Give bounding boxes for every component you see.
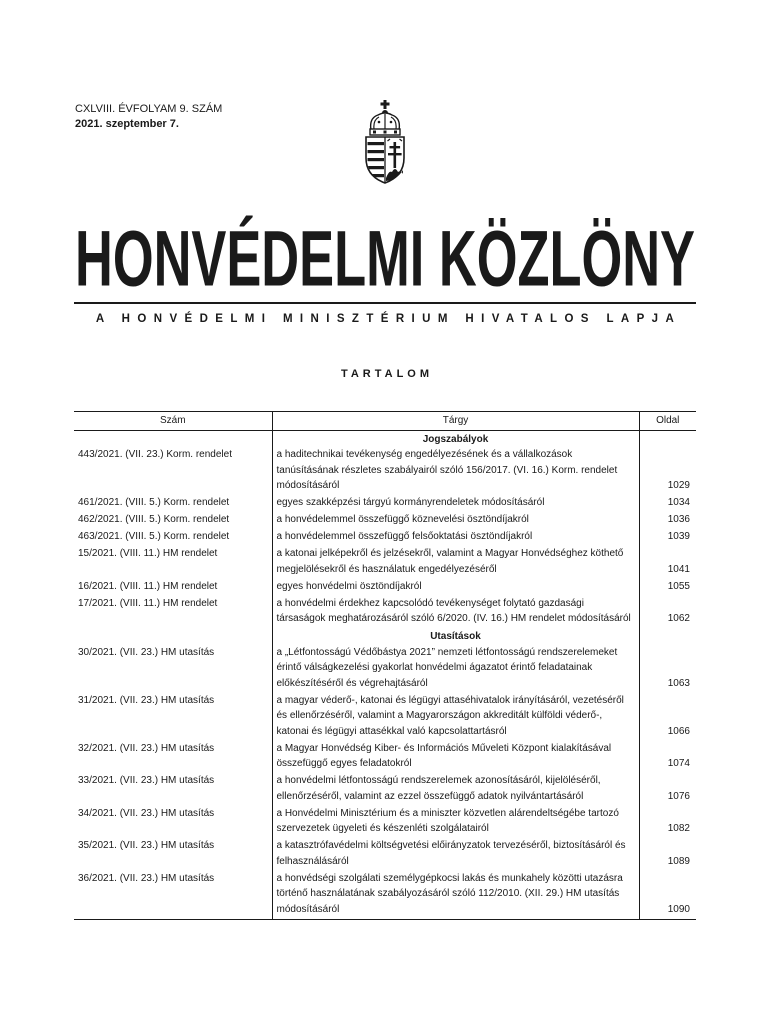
toc-entry-row [74,741,696,774]
toc-entry-number: 443/2021. (VII. 23.) Korm. rendelet [78,449,232,460]
toc-entry-number: 34/2021. (VII. 23.) HM utasítás [78,807,215,819]
toc-entry-number: 32/2021. (VII. 23.) HM utasítás [78,742,215,754]
toc-entry-page: 1041 [639,546,696,579]
toc-entry-page: 1074 [639,741,696,774]
toc-entry-page: 1089 [639,838,696,871]
toc-entry-subject: a Honvédelmi Minisztérium és a miniszter közvetlen alárendeltségébe tartozó szervezetek ügyeleti és készenléti szolgálatairól [272,806,639,839]
toc-entry-row [74,495,696,512]
toc-entry-number: 30/2021. (VII. 23.) HM utasítás [78,646,215,658]
toc-entry-row [74,645,696,693]
toc-entry-page: 1036 [639,512,696,529]
toc-entry-number: 463/2021. (VIII. 5.) Korm. rendelet [78,531,230,542]
toc-entry-page: 1034 [639,495,696,512]
toc-entry-subject: egyes szakképzési tárgyú kormányrendeletek módosításáról [272,495,639,512]
toc-entry-subject: a haditechnikai tevékenység engedélyezésének és a vállalkozások tanúsításának részletes szabályairól szóló 156/2017. (VI. 16.) Korm. rendelet módosításáról [272,447,639,495]
toc-entry-subject: a „Létfontosságú Védőbástya 2021” nemzeti létfontosságú rendszerelemeket érintő válságkezelési gyakorlat honvédelmi ágazatot érintő feladatainak előkészítéséről és végrehajtásáról [272,645,639,693]
issue-date: 2021. szeptember 7. [75,118,179,130]
toc-header-row [74,412,696,431]
toc-entry-subject: a honvédelemmel összefüggő köznevelési ösztöndíjakról [272,512,639,529]
toc-entry-page: 1082 [639,806,696,839]
toc-section-spacer [74,430,272,447]
toc-entry-subject: a katasztrófavédelmi költségvetési előirányzatok tervezéséről, biztosításáról és felhasználásáról [272,838,639,871]
issue-volume: CXLVIII. ÉVFOLYAM 9. SZÁM [75,103,223,115]
toc-body [74,430,696,919]
coat-of-arms-icon [361,100,409,184]
toc-section-row [74,628,696,645]
toc-entry-number: 36/2021. (VII. 23.) HM utasítás [74,871,272,920]
toc-entry-page: 1062 [639,596,696,629]
toc-entry-row [74,871,696,920]
masthead-rule [74,302,696,304]
toc-section-heading: Jogszabályok [272,430,639,447]
toc-entry-row [74,596,696,629]
toc-entry-row [74,838,696,871]
toc-entry-row [74,693,696,741]
toc-entry-number: 461/2021. (VIII. 5.) Korm. rendelet [78,497,230,508]
toc-entry-page: 1063 [639,645,696,693]
toc-entry-number: 35/2021. (VII. 23.) HM utasítás [78,840,215,851]
toc-entry-number: 16/2021. (VIII. 11.) HM rendelet [78,580,218,592]
toc-section-spacer [74,628,272,645]
toc-entry-number: 462/2021. (VIII. 5.) Korm. rendelet [78,514,230,525]
toc-column-page: Oldal [639,412,696,431]
masthead-title-text: HONVÉDELMI KÖZLÖNY [74,214,695,294]
toc-entry-row [74,447,696,495]
toc-title: TARTALOM [340,368,434,380]
toc-table [74,411,696,920]
toc-entry-row [74,773,696,806]
toc-entry-row [74,529,696,546]
toc-entry-page: 1055 [639,579,696,596]
toc-entry-subject: egyes honvédelmi ösztöndíjakról [272,579,639,596]
toc-entry-row [74,806,696,839]
toc-column-number: Szám [74,412,272,431]
toc-entry-subject: a magyar véderő-, katonai és légügyi attaséhivatalok irányításáról, vezetéséről és ellenőrzéséről, valamint a Magyarországon akkreditált külföldi véderő-, katonai és légügyi attasékkal való kapcsolattartásról [272,693,639,741]
toc-entry-page: 1066 [639,693,696,741]
toc-entry-row [74,579,696,596]
toc-entry-number: 17/2021. (VIII. 11.) HM rendelet [78,597,218,609]
toc-section-heading: Utasítások [272,628,639,645]
masthead-subtitle: A HONVÉDELMI MINISZTÉRIUM HIVATALOS LAPJA [95,313,682,325]
toc-entry-subject: a honvédelemmel összefüggő felsőoktatási ösztöndíjakról [272,529,639,546]
toc-entry-subject: a honvédelmi érdekhez kapcsolódó tevékenységet folytató gazdasági társaságok meghatározásáról szóló 6/2020. (IV. 16.) HM rendelet módosításáról [272,596,639,629]
toc-section-spacer [639,430,696,447]
toc-entry-subject: a honvédelmi létfontosságú rendszerelemek azonosításáról, kijelöléséről, ellenőrzéséről, valamint az ezzel összefüggő adatok nyilvántartásáról [272,773,639,806]
toc-entry-subject: a katonai jelképekről és jelzésekről, valamint a Magyar Honvédséghez köthető megjelölésekről és használatuk engedélyezéséről [272,546,639,579]
issue-info [75,102,222,132]
toc-entry-page: 1029 [639,447,696,495]
toc-section-spacer [639,628,696,645]
toc-entry-page: 1039 [639,529,696,546]
toc-column-subject: Tárgy [272,412,639,431]
toc-entry-page: 1076 [639,773,696,806]
toc-entry-row [74,546,696,579]
toc-entry-number: 15/2021. (VIII. 11.) HM rendelet [78,548,218,559]
toc-entry-number: 31/2021. (VII. 23.) HM utasítás [78,694,215,706]
masthead-title [74,210,696,294]
toc-entry-page: 1090 [639,871,696,920]
toc-entry-row [74,512,696,529]
toc-entry-subject: a Magyar Honvédség Kiber- és Információs Műveleti Központ kialakításával összefüggő egyes feladatokról [272,741,639,774]
toc-entry-number: 33/2021. (VII. 23.) HM utasítás [78,775,215,786]
toc-section-row [74,430,696,447]
toc-entry-subject: a honvédségi szolgálati személygépkocsi lakás és munkahely közötti utazásra történő használatának szabályozásáról szóló 112/2010. (XII. 29.) HM utasítás módosításáról [272,871,639,920]
